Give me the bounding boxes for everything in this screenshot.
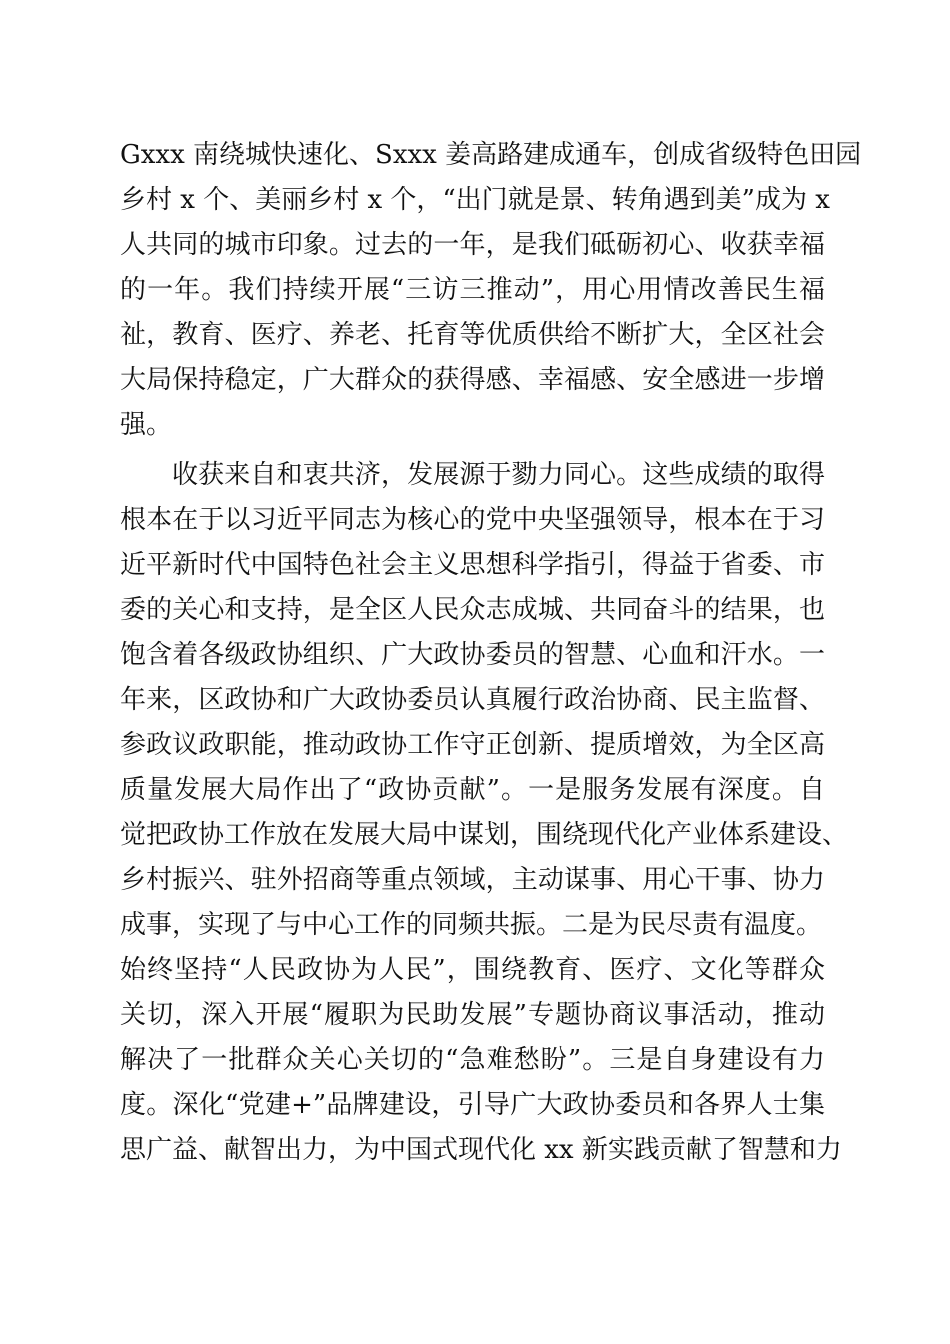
- paragraph-1-line: 强。: [120, 410, 173, 440]
- paragraph-1-line: 乡村 x 个、美丽乡村 x 个，“出门就是景、转角遇到美”成为 x: [120, 185, 830, 215]
- paragraph-2-line: 觉把政协工作放在发展大局中谋划，围绕现代化产业体系建设、: [120, 820, 849, 850]
- paragraph-2-line: 始终坚持“人民政协为人民”，围绕教育、医疗、文化等群众: [120, 955, 825, 985]
- paragraph-2-line: 收获来自和衷共济，发展源于勠力同心。这些成绩的取得: [172, 460, 825, 490]
- paragraph-1-line: 的一年。我们持续开展“三访三推动”，用心用情改善民生福: [120, 275, 825, 305]
- paragraph-1-line: 大局保持稳定，广大群众的获得感、幸福感、安全感进一步增: [120, 365, 825, 395]
- paragraph-2-line: 成事，实现了与中心工作的同频共振。二是为民尽责有温度。: [120, 910, 823, 940]
- paragraph-2-line: 度。深化“党建+”品牌建设，引导广大政协委员和各界人士集: [120, 1090, 825, 1120]
- paragraph-2-line: 委的关心和支持，是全区人民众志成城、共同奋斗的结果，也: [120, 595, 825, 625]
- paragraph-2-line: 根本在于以习近平同志为核心的党中央坚强领导，根本在于习: [120, 505, 825, 535]
- paragraph-2-line: 质量发展大局作出了“政协贡献”。一是服务发展有深度。自: [120, 775, 825, 805]
- paragraph-1-line: 人共同的城市印象。过去的一年，是我们砥砺初心、收获幸福: [120, 230, 825, 260]
- paragraph-2-line: 解决了一批群众关心关切的“急难愁盼”。三是自身建设有力: [120, 1045, 825, 1075]
- paragraph-2-line: 参政议政职能，推动政协工作守正创新、提质增效，为全区高: [120, 730, 825, 760]
- paragraph-2-line: 乡村振兴、驻外招商等重点领域，主动谋事、用心干事、协力: [120, 865, 825, 895]
- paragraph-2-line: 饱含着各级政协组织、广大政协委员的智慧、心血和汗水。一: [120, 640, 825, 670]
- paragraph-2-line: 思广益、献智出力，为中国式现代化 xx 新实践贡献了智慧和力: [120, 1135, 842, 1165]
- paragraph-1-line: 祉，教育、医疗、养老、托育等优质供给不断扩大，全区社会: [120, 320, 825, 350]
- paragraph-2-line: 年来，区政协和广大政协委员认真履行政治协商、民主监督、: [120, 685, 825, 715]
- paragraph-2-line: 近平新时代中国特色社会主义思想科学指引，得益于省委、市: [120, 550, 825, 580]
- paragraph-2-line: 关切，深入开展“履职为民助发展”专题协商议事活动，推动: [120, 1000, 825, 1030]
- paragraph-1-line: Gxxx 南绕城快速化、Sxxx 姜高路建成通车，创成省级特色田园: [120, 140, 862, 170]
